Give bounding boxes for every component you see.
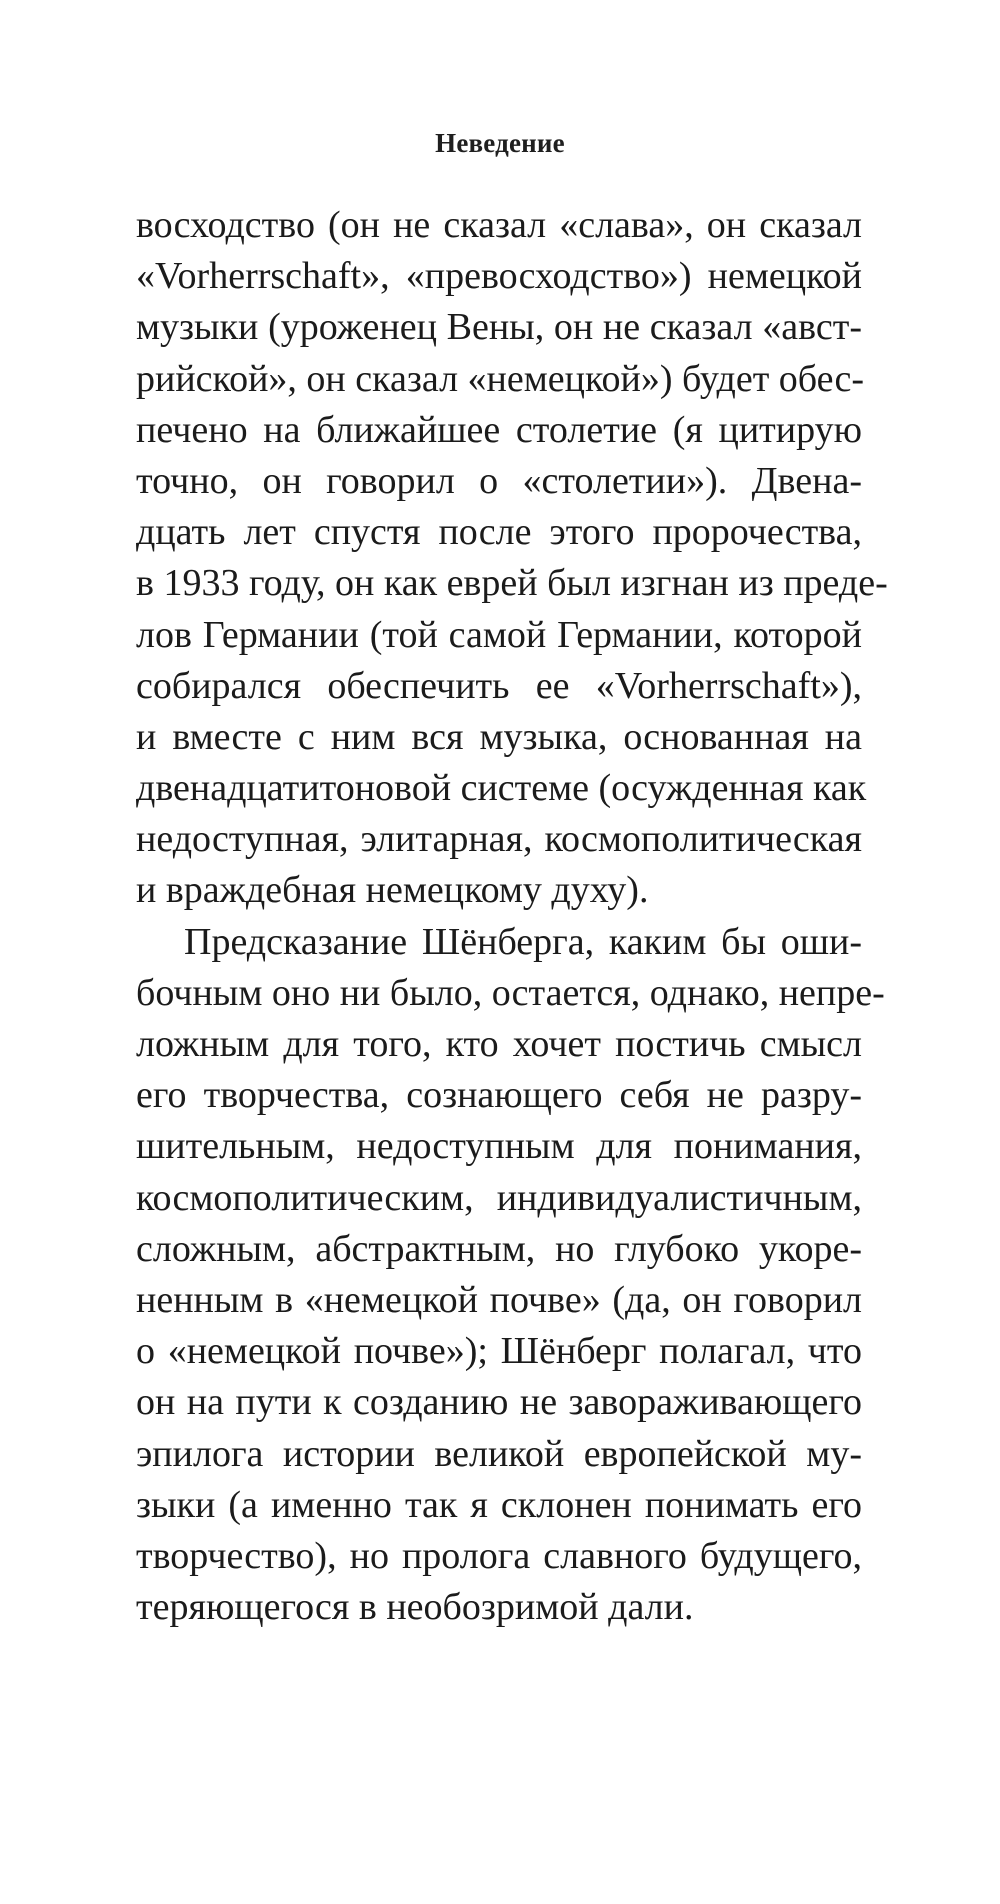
- text-line: недоступная, элитарная, космополитическая: [136, 818, 862, 861]
- text-line: музыки (уроженец Вены, он не сказал «авст-: [136, 306, 862, 349]
- text-line: точно, он говорил о «столетии»). Двена-: [136, 459, 862, 502]
- body-text: [136, 200, 888, 1633]
- text-line: восходство (он не сказал «слава», он сказал: [136, 204, 862, 246]
- text-line: «Vorherrschaft», «превосходство») немецкой: [136, 255, 862, 298]
- text-line: сложным, абстрактным, но глубоко укоре-: [136, 1227, 862, 1270]
- text-line: он на пути к созданию не завораживающего: [136, 1381, 862, 1424]
- text-line: о «немецкой почве»); Шёнберг полагал, что: [136, 1330, 862, 1373]
- text-line: космополитическим, индивидуалистичным,: [136, 1176, 862, 1219]
- text-line: зыки (а именно так я склонен понимать его: [136, 1483, 862, 1526]
- paragraph-end-line: теряющегося в необозримой дали.: [136, 1586, 694, 1629]
- paragraph-end-line: и враждебная немецкому духу).: [136, 869, 649, 912]
- text-line: бочным оно ни было, остается, однако, непре-: [136, 971, 885, 1014]
- text-line: творчество), но пролога славного будущего,: [136, 1534, 862, 1577]
- text-line: лов Германии (той самой Германии, которой: [136, 613, 862, 656]
- text-line: печено на ближайшее столетие (я цитирую: [136, 408, 862, 451]
- text-line: эпилога истории великой европейской му-: [136, 1432, 862, 1475]
- text-line: двенадцатитоновой системе (осужденная как: [136, 767, 867, 810]
- text-line: шительным, недоступным для понимания,: [136, 1125, 862, 1168]
- paragraph-first-line: Предсказание Шёнберга, каким бы оши-: [184, 920, 862, 963]
- text-line: ложным для того, кто хочет постичь смысл: [136, 1023, 862, 1065]
- text-line: и вместе с ним вся музыка, основанная на: [136, 715, 862, 758]
- text-line: рийской», он сказал «немецкой») будет обес-: [136, 357, 864, 400]
- text-line: ненным в «немецкой почве» (да, он говорил: [136, 1278, 862, 1321]
- text-line: собирался обеспечить ее «Vorherrschaft»),: [136, 664, 862, 707]
- text-line: дцать лет спустя после этого пророчества,: [136, 511, 862, 554]
- text-line: его творчества, сознающего себя не разру-: [136, 1074, 862, 1117]
- text-line: в 1933 году, он как еврей был изгнан из преде-: [136, 562, 888, 605]
- running-head: Неведение: [435, 128, 565, 158]
